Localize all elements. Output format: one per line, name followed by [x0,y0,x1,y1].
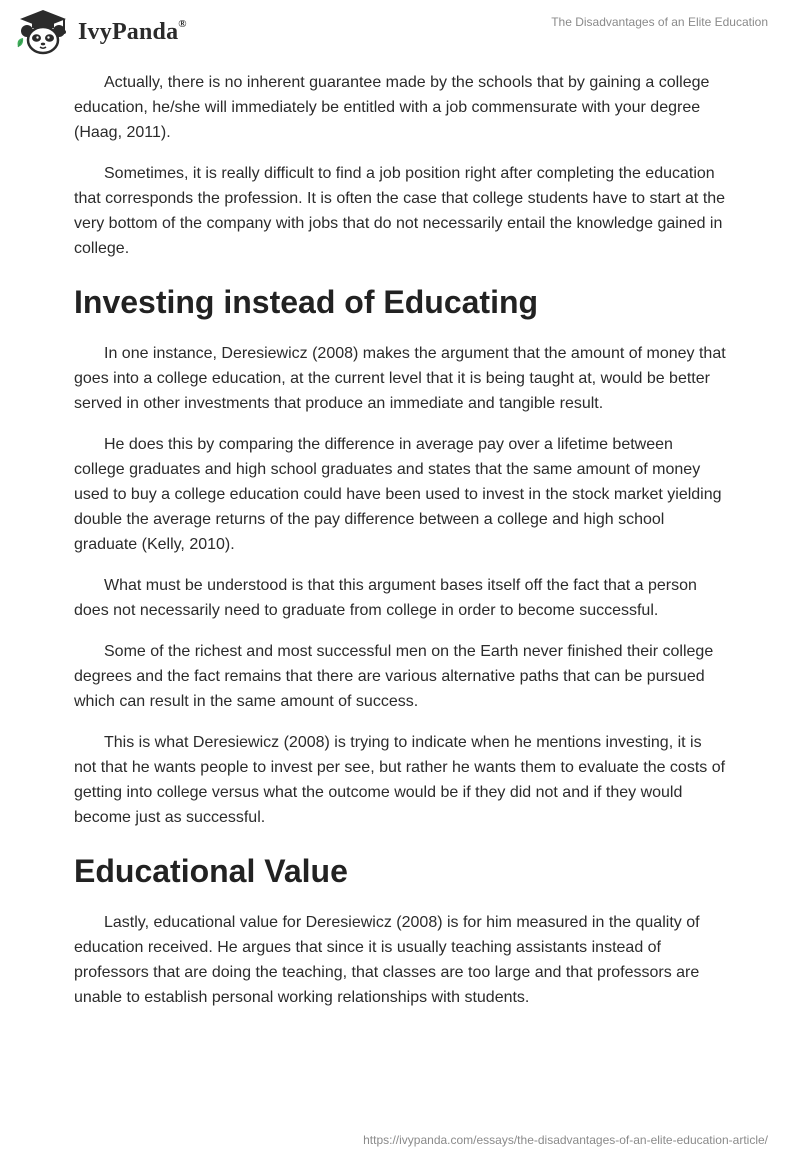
ivypanda-logo[interactable] [14,9,187,55]
section-heading: Investing instead of Educating [74,284,539,320]
section-heading: Educational Value [74,853,348,889]
paragraph: What must be understood is that this argument bases itself off the fact that a person does not necessarily need to graduate from college in order to become successful. [74,577,697,619]
paragraph: This is what Deresiewicz (2008) is trying to indicate when he mentions investing, it is not that he wants people to invest per see, but rather he wants them to evaluate the costs of getting into college versus what the outcome would be if they did not and if they would become just as successful. [74,734,726,826]
brand-name: IvyPanda® [78,17,187,45]
essay-body [74,70,726,1026]
paragraph: Some of the richest and most successful men on the Earth never finished their college degrees and the fact remains that there are various alternative paths that can be pursued which can result in the same amount of success. [74,643,714,710]
page-header [0,0,800,60]
paragraph: Sometimes, it is really difficult to find a job position right after completing the education that corresponds the profession. It is often the case that college students have to start at the very bottom of the company with jobs that do not necessarily entail the knowledge gained in college. [74,165,726,257]
paragraph: He does this by comparing the difference in average pay over a lifetime between college graduates and high school graduates and states that the same amount of money used to buy a college education could have been used to invest in the stock market yielding double the average returns of the pay difference between a college and high school graduate (Kelly, 2010). [74,436,722,553]
source-url[interactable]: https://ivypanda.com/essays/the-disadvantages-of-an-elite-education-article/ [363,1133,768,1147]
paragraph: Actually, there is no inherent guarantee made by the schools that by gaining a college education, he/she will immediately be entitled with a job commensurate with your degree (Haag, 2011). [74,74,710,141]
document-title: The Disadvantages of an Elite Education [551,15,768,29]
panda-graduate-icon [14,9,72,55]
registered-mark: ® [178,17,187,30]
paragraph: In one instance, Deresiewicz (2008) makes the argument that the amount of money that goes into a college education, at the current level that it is being taught at, would be better served in other investments that produce an immediate and tangible result. [74,345,726,412]
paragraph: Lastly, educational value for Deresiewicz (2008) is for him measured in the quality of education received. He argues that since it is usually teaching assistants instead of professors that are doing the teaching, that classes are too large and that professors are unable to establish personal working relationships with students. [74,914,700,1006]
